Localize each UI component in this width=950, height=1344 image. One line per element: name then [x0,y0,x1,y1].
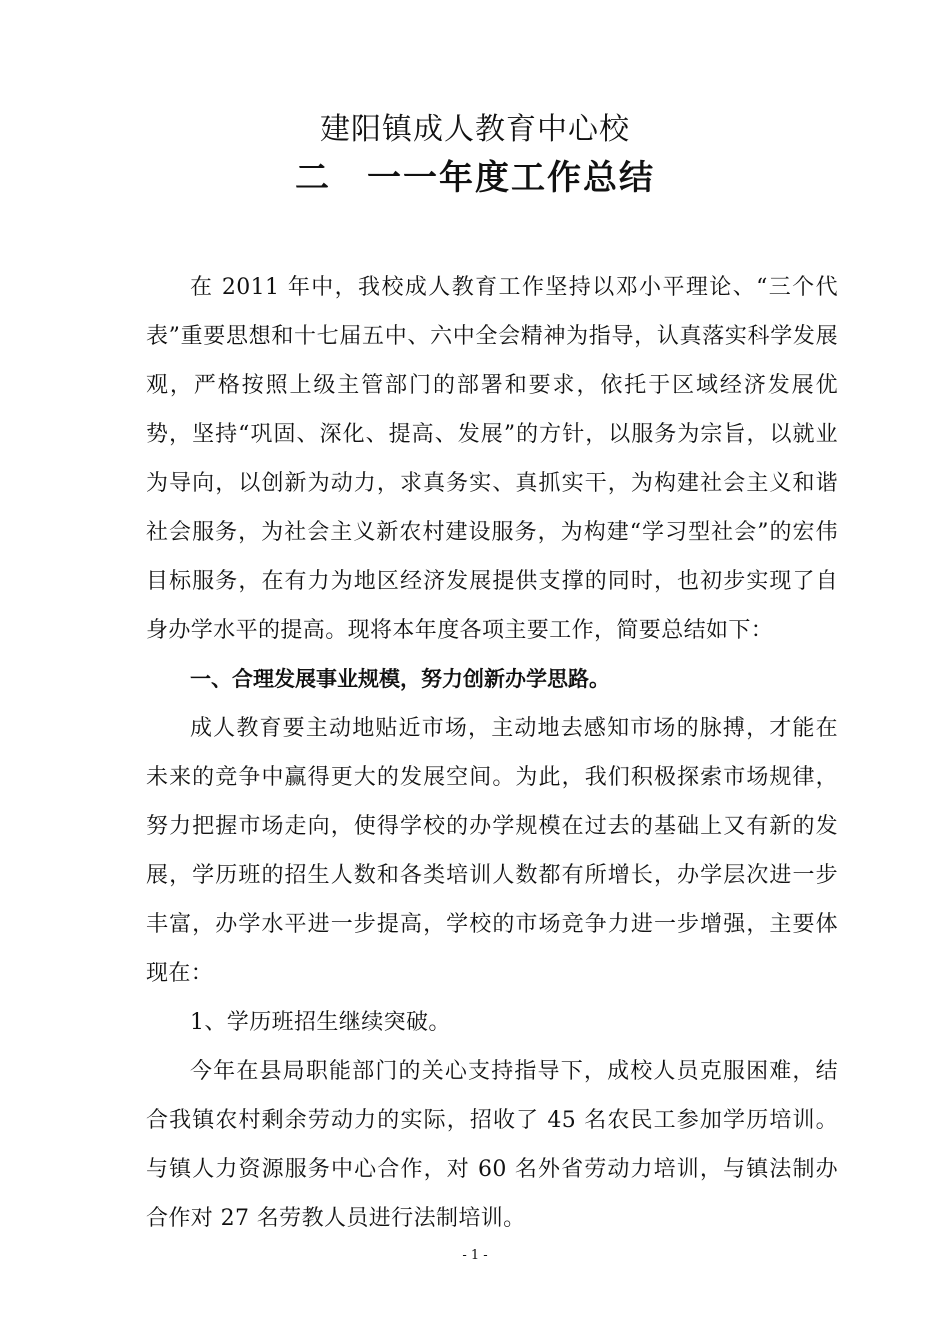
section-heading-1: 一、合理发展事业规模，努力创新办学思路。 [190,667,610,691]
document-body [146,263,838,1243]
intro-paragraph: 在 2011 年中，我校成人教育工作坚持以邓小平理论、“三个代表”重要思想和十七届五中、六中全会精神为指导，认真落实科学发展观，严格按照上级主管部门的部署和要求，依托于区域经济发展优势，坚持“巩固、深化、提高、发展”的方针，以服务为宗旨，以就业为导向，以创新为动力，求真务实、真抓实干，为构建社会主义和谐社会服务，为社会主义新农村建设服务，为构建“学习型社会”的宏伟目标服务，在有力为地区经济发展提供支撑的同时，也初步实现了自身办学水平的提高。现将本年度各项主要工作，简要总结如下： [146,275,838,643]
page-number: - 1 - [462,1248,488,1263]
subsection-1-paragraph: 今年在县局职能部门的关心支持指导下，成校人员克服困难，结合我镇农村剩余劳动力的实际，招收了 45 名农民工参加学历培训。与镇人力资源服务中心合作，对 60 名外省劳动力培训，与镇法制办合作对 27 名劳教人员进行法制培训。 [146,1059,838,1231]
subsection-heading-1: 1、学历班招生继续突破。 [190,1010,451,1035]
school-title: 建阳镇成人教育中心校 [320,112,630,147]
report-title: 二 一一年度工作总结 [295,158,655,198]
section-1-paragraph: 成人教育要主动地贴近市场，主动地去感知市场的脉搏，才能在未来的竞争中赢得更大的发展空间。为此，我们积极探索市场规律，努力把握市场走向，使得学校的办学规模在过去的基础上又有新的发展，学历班的招生人数和各类培训人数都有所增长，办学层次进一步丰富，办学水平进一步提高，学校的市场竞争力进一步增强，主要体现在： [146,716,838,986]
